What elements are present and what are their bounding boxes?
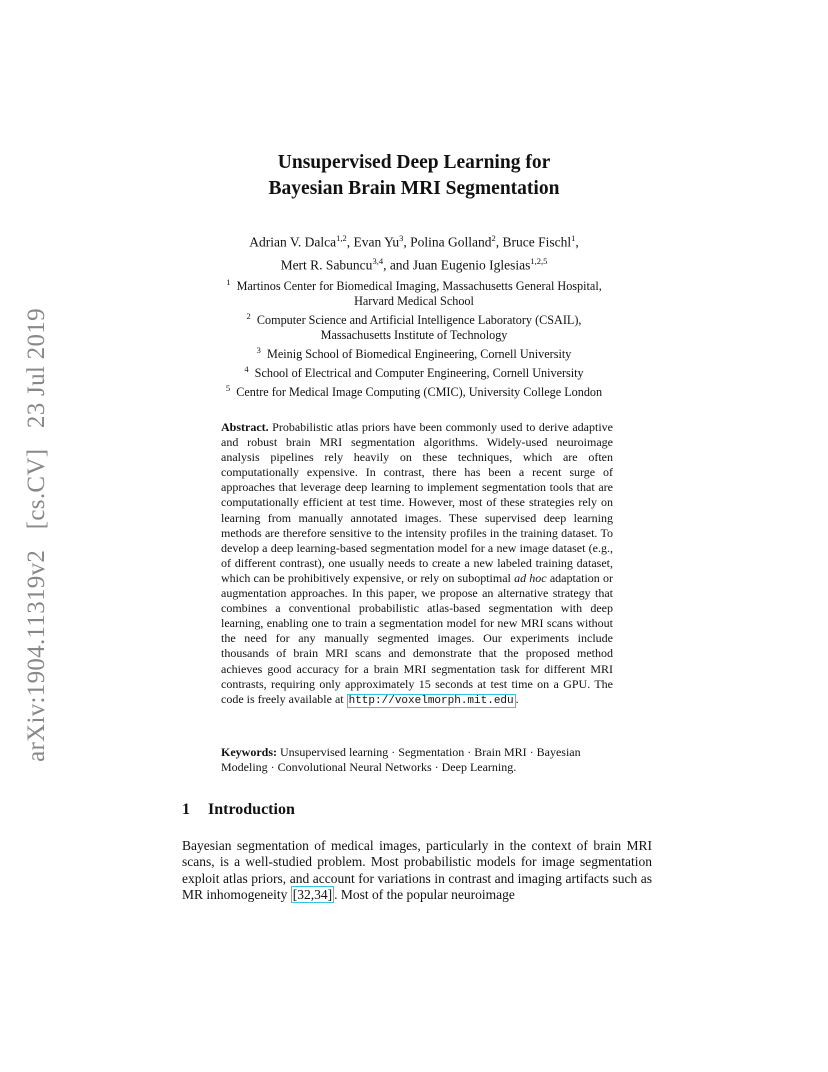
author-name: Mert R. Sabuncu xyxy=(280,257,373,272)
affiliation-number: 1 xyxy=(226,277,231,287)
affiliation-line xyxy=(0,328,828,343)
affiliation-number: 3 xyxy=(256,344,261,355)
arxiv-date: 23 Jul 2019 xyxy=(23,308,50,429)
affiliation-number: 4 xyxy=(244,363,249,374)
author-affil-ref: 1,2 xyxy=(336,233,347,243)
author-name: Adrian V. Dalca xyxy=(249,234,337,250)
arxiv-id[interactable]: arXiv:1904.11319v2 xyxy=(23,549,50,762)
title-line-2: Bayesian Brain MRI Segmentation xyxy=(268,178,560,199)
abstract-label: Abstract. xyxy=(221,420,269,434)
affiliation-line xyxy=(0,294,828,309)
author-affil-ref: 1,2,5 xyxy=(530,255,548,266)
affiliation-text: Harvard Medical School xyxy=(354,293,474,308)
affiliation-number: 5 xyxy=(225,382,231,393)
author-separator: , xyxy=(403,234,411,250)
citation-link[interactable]: [32,34] xyxy=(292,887,333,903)
affiliation-text: School of Electrical and Computer Engineering, Cornell University xyxy=(254,365,584,380)
author-affil-ref: 2 xyxy=(491,233,496,243)
intro-text: Bayesian segmentation of medical images, particularly in the context of brain MRI scans, is a well-studied problem. Most probabilistic models for image segmentation exploit atlas priors, and account for variations in contrast and imaging artifacts such as MR inhomogeneity xyxy=(182,838,652,903)
author-name: Bruce Fischl xyxy=(502,234,572,250)
affiliation-text: Meinig School of Biomedical Engineering, Cornell University xyxy=(267,346,572,361)
affiliation-line xyxy=(0,381,828,400)
abstract xyxy=(221,420,613,709)
author-affil-ref: 3,4 xyxy=(372,255,384,266)
author-name: Evan Yu xyxy=(353,234,400,250)
code-url-link[interactable]: http://voxelmorph.mit.edu xyxy=(348,694,514,707)
affiliation-list xyxy=(0,275,828,400)
affiliation-line xyxy=(0,362,828,381)
keywords-text: Unsupervised learning · Segmentation · Brain MRI · Bayesian Modeling · Convolutional Neural Networks · Deep Learning. xyxy=(221,745,581,775)
author-name: Juan Eugenio Iglesias xyxy=(412,257,531,272)
section-title: Introduction xyxy=(208,801,295,818)
affiliation-text: Centre for Medical Image Computing (CMIC), University College London xyxy=(236,384,603,399)
abstract-end: . xyxy=(515,691,519,706)
affiliation-line xyxy=(0,275,828,294)
author-name: Polina Golland xyxy=(410,234,492,250)
abstract-body: Probabilistic atlas priors have been commonly used to derive adaptive and robust brain MRI segmentation algorithms. Widely-used neuroimage analysis pipelines rely heavily on these techniques, which are often computationally expensive. In contrast, there has been a recent surge of approaches that leverage deep learning to implement segmentation tools that are computationally efficient at test time. However, most of these strategies rely on learning from manually annotated images. These supervised deep learning methods are therefore sensitive to the intensity profiles in the training dataset. To develop a deep learning-based segmentation model for a new image dataset (e.g., of different contrast), one usually needs to create a new labeled training dataset, which can be prohibitively expensive, or rely on suboptimal xyxy=(221,420,613,585)
section-number: 1 xyxy=(182,801,190,818)
abstract-body-continued: adaptation or augmentation approaches. In this paper, we propose an alternative strategy that combines a conventional probabilistic atlas-based segmentation with deep learning, enabling one to train a segmentation model for new MRI scans without the need for any manually segmented images. Our experiments include thousands of brain MRI scans and demonstrate that the proposed method achieves good accuracy for a brain MRI segmentation task for different MRI contrasts, requiring only approximately 15 seconds at test time on a GPU. The code is freely available at xyxy=(221,570,614,706)
title-line-1: Unsupervised Deep Learning for xyxy=(277,152,551,173)
author-separator: , xyxy=(575,234,579,250)
affiliation-text: Massachusetts Institute of Technology xyxy=(320,327,508,342)
affiliation-line xyxy=(0,343,828,362)
intro-paragraph xyxy=(182,838,652,904)
intro-text-continued: . Most of the popular neuroimage xyxy=(334,887,515,903)
author-list xyxy=(0,229,828,274)
author-separator: , xyxy=(346,234,354,250)
author-separator: , and xyxy=(383,257,413,272)
affiliation-text: Computer Science and Artificial Intelligence Laboratory (CSAIL), xyxy=(256,312,582,327)
keywords xyxy=(221,745,621,775)
author-affil-ref: 3 xyxy=(399,233,404,243)
affiliation-number: 2 xyxy=(246,310,251,321)
affiliation-line xyxy=(0,309,828,328)
abstract-italic: ad hoc xyxy=(514,570,547,585)
arxiv-category: [cs.CV] xyxy=(23,448,50,530)
author-affil-ref: 1 xyxy=(571,233,576,243)
paper-title xyxy=(0,150,828,202)
author-separator: , xyxy=(495,234,503,250)
keywords-label: Keywords: xyxy=(221,745,277,759)
affiliation-text: Martinos Center for Biomedical Imaging, Massachusetts General Hospital, xyxy=(236,279,602,294)
section-heading xyxy=(182,801,295,819)
